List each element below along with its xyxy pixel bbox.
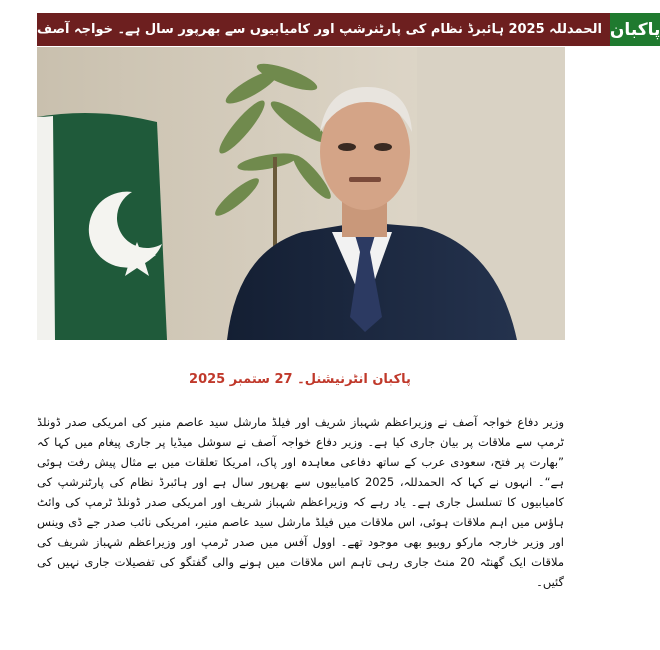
- flag-decoration: [37, 113, 167, 340]
- article-header: [37, 13, 660, 46]
- article-body: وزیر دفاع خواجہ آصف نے وزیراعظم شہباز شریف اور فیلڈ مارشل سید عاصم منیر کی امریکی صدر ڈونلڈ ٹرمپ سے ملاقات پر بیان جاری کیا ہے۔ وزیر دفاع خواجہ آصف نے سوشل میڈیا پر جاری پیغام میں کہا کہ ”بھارت پر فتح، سعودی عرب کے ساتھ دفاعی معاہدہ اور پاک، امریکا تعلقات میں بے مثال پیش رفت ہوئی ہے“۔ انہوں نے کہا کہ الحمدللہ، 2025 کامیابیوں سے بھرپور سال ہے اور ہائبرڈ نظام کی پارٹنرشپ کی کامیابیوں کا تسلسل جاری ہے۔ یاد رہے کہ وزیراعظم شہباز شریف اور امریکی صدر ڈونلڈ ٹرمپ کی وائٹ ہاؤس میں اہم ملاقات ہوئی، اس ملاقات میں فیلڈ مارشل سید عاصم منیر، امریکی نائب صدر جے ڈی وینس اور وزیر خارجہ مارکو روبیو بھی موجود تھے۔ اوول آفس میں صدر ٹرمپ اور وزیراعظم شہباز شریف کی ملاقات ایک گھنٹہ 20 منٹ جاری رہی تاہم اس ملاقات میں ہونے والی گفتگو کی تفصیلات جاری نہیں کی گئیں۔: [37, 415, 564, 589]
- portrait-photo-icon: [37, 47, 565, 340]
- brand-label[interactable]: پاکبان: [610, 13, 660, 46]
- article-headline: الحمدللہ 2025 ہائبرڈ نظام کی پارٹنرشپ اور کامیابیوں سے بھرپور سال ہے۔ خواجہ آصف: [37, 13, 610, 46]
- article-byline: پاکبان انٹرنیشنل۔ 27 ستمبر 2025: [189, 372, 411, 387]
- article-photo: [37, 47, 565, 340]
